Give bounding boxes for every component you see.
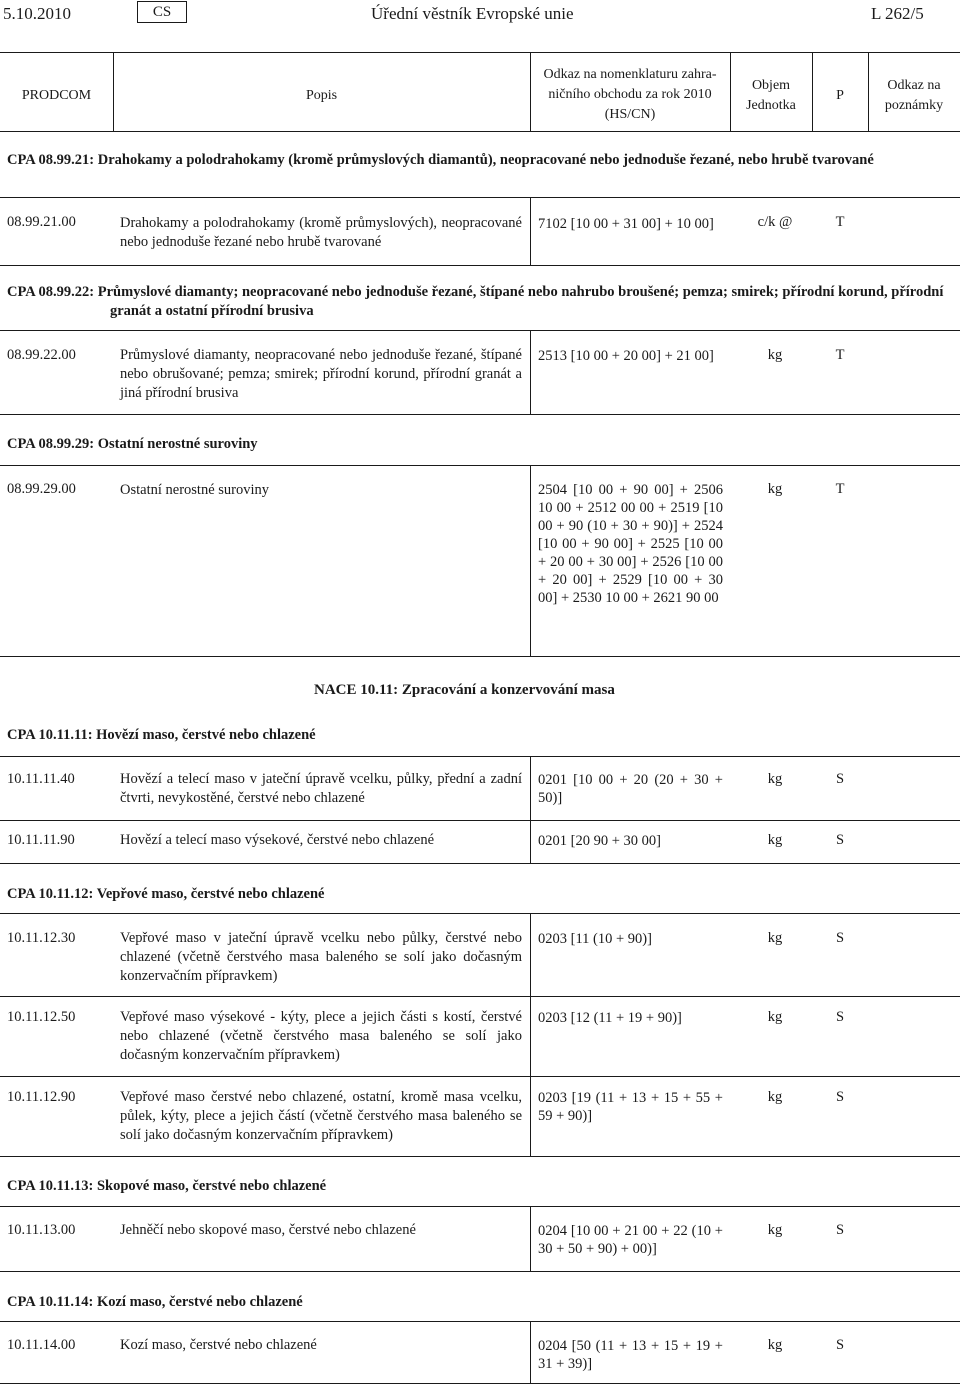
column-header-prodcom: PRODCOM bbox=[21, 88, 92, 103]
p-code: S bbox=[835, 1089, 845, 1105]
row-rule bbox=[0, 996, 960, 997]
prodcom-code: 10.11.11.90 bbox=[7, 832, 75, 848]
cpa-heading: CPA 10.11.13: Skopové maso, čerstvé nebo chlazené bbox=[7, 1178, 327, 1194]
cn-reference: 0203 [12 (11 + 19 + 90)] bbox=[538, 1010, 682, 1026]
column-divider bbox=[530, 913, 531, 996]
product-description: Průmyslové diamanty, neopracované nebo jednoduše řezané, štípané nebo obrušované; pemza; smirek; přírodní korund, přírodní granát a jiná přírodní brusiva bbox=[120, 347, 522, 401]
product-description: Hovězí a telecí maso v jateční úpravě vcelku, půlky, přední a zadní čtvrti, nevykostěné, čerstvé nebo chlazené bbox=[120, 771, 522, 806]
prodcom-code: 08.99.29.00 bbox=[7, 481, 76, 497]
column-divider bbox=[530, 996, 531, 1076]
section-rule bbox=[0, 330, 960, 331]
section-rule bbox=[0, 1271, 960, 1272]
product-description: Kozí maso, čerstvé nebo chlazené bbox=[120, 1337, 317, 1353]
cn-reference: 0204 [10 00 + 21 00 + 22 (10 + 30 + 50 + 90) + 00)] bbox=[538, 1223, 723, 1257]
column-header-notes: Odkaz na poznámky bbox=[884, 78, 944, 113]
p-code: T bbox=[835, 347, 845, 363]
cpa-heading: CPA 10.11.11: Hovězí maso, čerstvé nebo chlazené bbox=[7, 727, 316, 743]
product-description: Jehněčí nebo skopové maso, čerstvé nebo chlazené bbox=[120, 1222, 416, 1238]
unit: kg bbox=[767, 481, 783, 497]
table-header-bottom-border bbox=[0, 131, 960, 132]
cpa-heading: CPA 10.11.12: Vepřové maso, čerstvé nebo chlazené bbox=[7, 886, 325, 902]
cn-reference: 0204 [50 (11 + 13 + 15 + 19 + 31 + 39)] bbox=[538, 1338, 723, 1372]
running-header bbox=[0, 0, 960, 30]
section-rule bbox=[0, 913, 960, 914]
cn-reference: 7102 [10 00 + 31 00] + 10 00] bbox=[538, 216, 714, 232]
section-rule bbox=[0, 756, 960, 757]
cn-reference: 0201 [20 90 + 30 00] bbox=[538, 833, 661, 849]
p-code: T bbox=[835, 481, 845, 497]
unit: kg bbox=[767, 1089, 783, 1105]
section-rule bbox=[0, 656, 960, 657]
cpa-heading: CPA 08.99.21: Drahokamy a polodrahokamy (kromě průmyslových diamantů), neopracované nebo jednoduše řezané, nebo hrubě tvarované bbox=[7, 152, 874, 168]
product-description: Ostatní nerostné suroviny bbox=[120, 482, 270, 498]
section-rule bbox=[0, 414, 960, 415]
section-rule bbox=[0, 197, 960, 198]
unit: kg bbox=[767, 1009, 783, 1025]
product-description: Drahokamy a polodrahokamy (kromě průmyslových), neopracované nebo jednoduše řezané nebo hrubě tvarované bbox=[120, 215, 522, 250]
product-description: Vepřové maso čerstvé nebo chlazené, ostatní, kromě masa vcelku, půlek, kýty, plece a jejich částí (včetně čerstvého masa baleného se solí jako dočasným konzervačním přípravkem) bbox=[120, 1089, 522, 1143]
publication-date: 5.10.2010 bbox=[3, 4, 71, 23]
column-divider bbox=[530, 820, 531, 863]
prodcom-code: 10.11.12.50 bbox=[7, 1009, 76, 1025]
prodcom-code: 08.99.21.00 bbox=[7, 214, 76, 230]
unit: kg bbox=[767, 771, 783, 787]
unit: c/k @ bbox=[757, 214, 793, 230]
cn-reference: 0203 [11 (10 + 90)] bbox=[538, 931, 652, 947]
cn-reference: 2504 [10 00 + 90 00] + 2506 10 00 + 2512 00 00 + 2519 [10 00 + 90 (10 + 30 + 90)] + 2524 [10 00 + 90 00] + 2525 [10 00 + 20 00 + 30 00] + 2526 [10 00 + 20 00] + 2529 [10 00 + 30 00] + 2530 10 00 + 2621 90 00 bbox=[538, 482, 723, 606]
section-rule bbox=[0, 265, 960, 266]
product-description: Hovězí a telecí maso výsekové, čerstvé nebo chlazené bbox=[120, 832, 435, 848]
row-rule bbox=[0, 1076, 960, 1077]
column-divider bbox=[530, 465, 531, 656]
journal-title: Úřední věstník Evropské unie bbox=[371, 4, 574, 23]
cpa-heading: CPA 10.11.14: Kozí maso, čerstvé nebo chlazené bbox=[7, 1294, 303, 1310]
section-rule bbox=[0, 863, 960, 864]
p-code: S bbox=[835, 832, 845, 848]
column-divider bbox=[530, 330, 531, 414]
cpa-heading: CPA 08.99.29: Ostatní nerostné suroviny bbox=[7, 436, 258, 452]
prodcom-code: 10.11.13.00 bbox=[7, 1222, 76, 1238]
row-rule bbox=[0, 820, 960, 821]
product-description: Vepřové maso výsekové - kýty, plece a jejich části s kostí, čerstvé nebo chlazené (včetně čerstvého masa baleného se solí jako dočasným konzervačním přípravkem) bbox=[120, 1009, 522, 1063]
p-code: S bbox=[835, 930, 845, 946]
column-header-unit: Objem Jednotka bbox=[746, 78, 796, 113]
column-divider bbox=[530, 1206, 531, 1271]
p-code: T bbox=[835, 214, 845, 230]
section-rule bbox=[0, 1321, 960, 1322]
p-code: S bbox=[835, 1222, 845, 1238]
p-code: S bbox=[835, 771, 845, 787]
column-divider bbox=[530, 756, 531, 820]
section-rule bbox=[0, 1383, 960, 1384]
section-rule bbox=[0, 465, 960, 466]
column-divider bbox=[530, 197, 531, 265]
prodcom-code: 10.11.12.90 bbox=[7, 1089, 76, 1105]
page-reference: L 262/5 bbox=[871, 4, 924, 23]
column-header-nomenclature: Odkaz na nomenklaturu zahra- ničního obchodu za rok 2010 (HS/CN) bbox=[543, 67, 717, 122]
column-header-p: P bbox=[836, 88, 844, 103]
p-code: S bbox=[835, 1337, 845, 1353]
unit: kg bbox=[767, 1222, 783, 1238]
cn-reference: 0201 [10 00 + 20 (20 + 30 + 50)] bbox=[538, 772, 723, 806]
prodcom-code: 08.99.22.00 bbox=[7, 347, 76, 363]
unit: kg bbox=[767, 832, 783, 848]
unit: kg bbox=[767, 930, 783, 946]
cn-reference: 0203 [19 (11 + 13 + 15 + 55 + 59 + 90)] bbox=[538, 1090, 723, 1124]
cpa-heading: CPA 08.99.22: Průmyslové diamanty; neopracované nebo jednoduše řezané, štípané nebo nahrubo broušené; pemza; smirek; přírodní korund, přírodní granát a ostatní přírodní brusiva bbox=[7, 284, 944, 319]
unit: kg bbox=[767, 1337, 783, 1353]
table-top-border bbox=[0, 52, 960, 53]
column-divider bbox=[530, 1321, 531, 1383]
section-rule bbox=[0, 1206, 960, 1207]
column-divider bbox=[530, 1076, 531, 1156]
nace-heading: NACE 10.11: Zpracování a konzervování masa bbox=[314, 682, 615, 698]
language-code-box: CS bbox=[137, 1, 187, 23]
prodcom-code: 10.11.11.40 bbox=[7, 771, 75, 787]
cn-reference: 2513 [10 00 + 20 00] + 21 00] bbox=[538, 348, 714, 364]
prodcom-code: 10.11.12.30 bbox=[7, 930, 76, 946]
product-description: Vepřové maso v jateční úpravě vcelku nebo půlky, čerstvé nebo chlazené (včetně čerstvého masa baleného se solí jako dočasným konzervačním přípravkem) bbox=[120, 930, 522, 984]
unit: kg bbox=[767, 347, 783, 363]
p-code: S bbox=[835, 1009, 845, 1025]
column-header-description: Popis bbox=[305, 88, 338, 103]
section-rule bbox=[0, 1156, 960, 1157]
prodcom-code: 10.11.14.00 bbox=[7, 1337, 76, 1353]
